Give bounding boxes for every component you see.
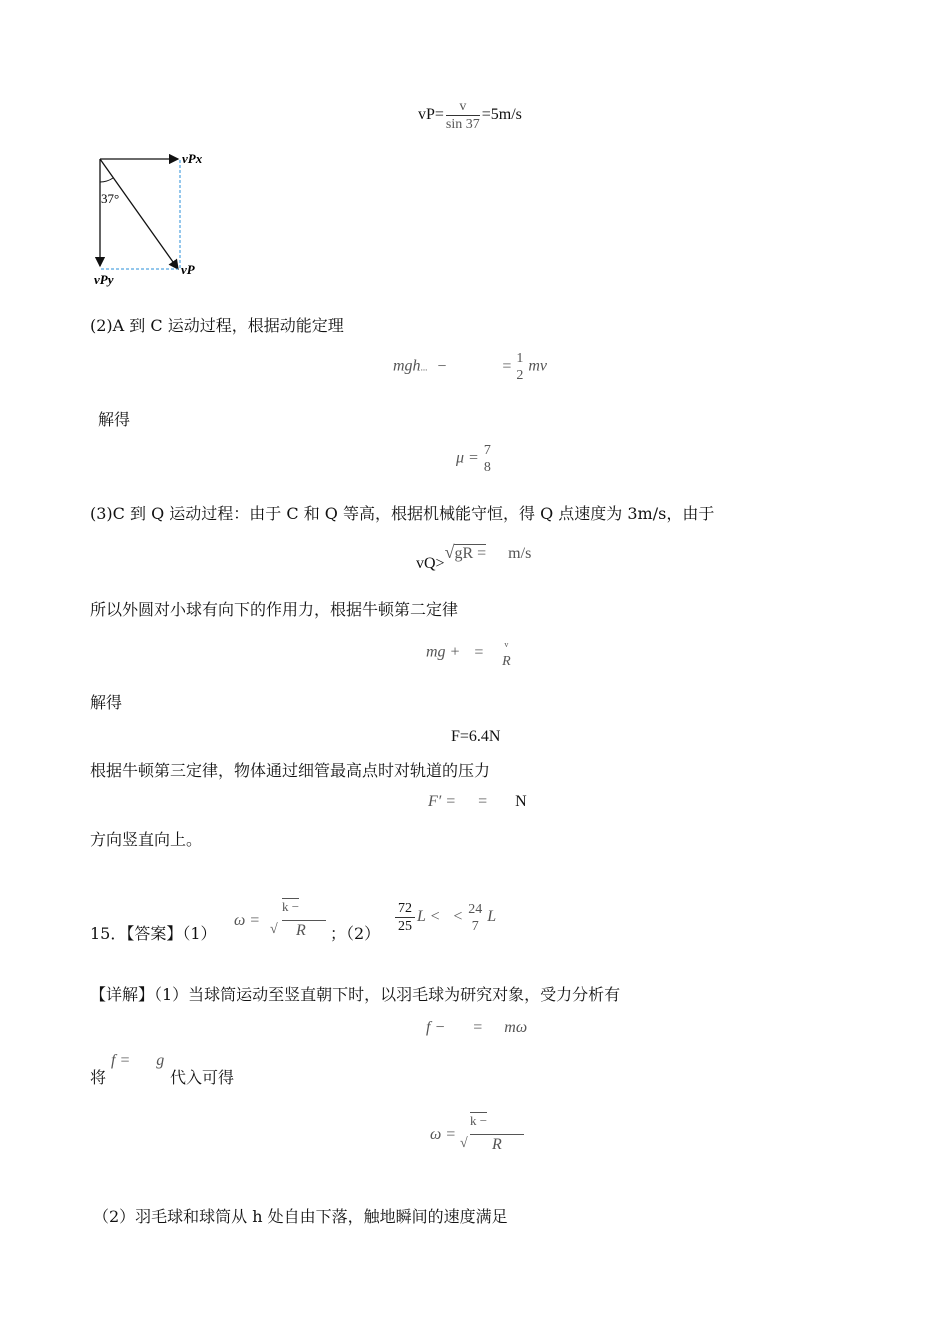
- label-vp: vP: [181, 262, 195, 277]
- substitute-eq: [111, 1052, 164, 1070]
- equation-f: [426, 1019, 527, 1037]
- q15-ans2-mid: L <: [417, 908, 441, 926]
- q15-ans1-den: R: [296, 922, 306, 939]
- part2-heading: (2)A 到 C 运动过程，根据动能定理: [90, 316, 344, 335]
- eq-energy-minus: −: [437, 357, 447, 375]
- eq-vp-fraction: [446, 98, 480, 133]
- q15-answer2: [393, 900, 496, 935]
- eq-vp-rhs: =5m/s: [481, 106, 522, 124]
- eq-vq-rad: gR =: [454, 545, 487, 562]
- equation-mu: [456, 442, 496, 476]
- eq-omega-lhs: ω =: [430, 1126, 457, 1143]
- equation-newton: [426, 636, 513, 670]
- eq-fprime-unit: N: [515, 793, 527, 810]
- eq-energy-num: 1: [516, 351, 524, 366]
- eq-mu-num: 7: [483, 443, 491, 458]
- eq-f-rhs: mω: [504, 1019, 528, 1036]
- eq-energy-fraction: [513, 350, 526, 384]
- q15-ans1-lhs: ω =: [234, 912, 261, 929]
- eq-vq-lhs: vQ>: [416, 555, 445, 572]
- third-law-text: 根据牛顿第三定律，物体通过细管最高点时对轨道的压力: [90, 761, 491, 780]
- eq-omega-rad: k −: [470, 1113, 488, 1128]
- label-angle: 37°: [101, 191, 120, 206]
- q15-answer1: [234, 896, 334, 946]
- eq-vp-num: v: [446, 98, 480, 116]
- q15-ans1-sqrt: √: [270, 922, 278, 937]
- eq-fprime-eq: =: [478, 793, 488, 810]
- eq-f-eq: =: [473, 1019, 483, 1036]
- vp-arrow: [100, 159, 178, 269]
- q15-ans2-frac1: [395, 900, 415, 935]
- q15-ans1-rad: k −: [282, 899, 300, 914]
- equation-energy: [393, 350, 547, 384]
- eq-vp-den: sin 37: [445, 117, 480, 132]
- solve-label-1: 解得: [98, 410, 131, 429]
- q15-ans2-num: 72: [395, 900, 415, 918]
- outer-force-text: 所以外圆对小球有向下的作用力，根据牛顿第二定律: [90, 600, 459, 619]
- eq-energy-tail: mv: [528, 357, 548, 375]
- eq-newton-num: v: [504, 640, 509, 649]
- label-vpy: vPy: [94, 272, 114, 287]
- part3-heading: (3)C 到 Q 运动过程：由于 C 和 Q 等高，根据机械能守恒，得 Q 点速度为 3m/s，由于: [90, 504, 715, 523]
- q15-label: 15．【答案】（1）: [90, 924, 217, 943]
- eq-f-lhs: f −: [426, 1019, 446, 1036]
- equation-vq: [416, 542, 532, 572]
- substitute-g: g: [156, 1052, 165, 1069]
- part2-fall-text: （2）羽毛球和球筒从 h 处自由下落，触地瞬间的速度满足: [93, 1207, 508, 1226]
- eq-newton-eq: =: [474, 643, 484, 661]
- equation-omega: [430, 1110, 540, 1160]
- eq-energy-den: 2: [516, 368, 524, 383]
- q15-sep: ；（2）: [330, 924, 381, 943]
- velocity-diagram: [88, 148, 218, 290]
- angle-arc: [100, 178, 113, 182]
- direction-text: 方向竖直向上。: [90, 830, 203, 849]
- q15-ans2-den2: 7: [471, 918, 479, 934]
- q15-ans2-num2: 24: [468, 901, 483, 917]
- solve-label-2: 解得: [90, 693, 123, 712]
- q15-ans2-lt: <: [452, 908, 464, 926]
- result-F: F=6.4N: [451, 728, 501, 745]
- eq-newton-den: R: [502, 654, 511, 669]
- q15-ans2-den: 25: [398, 919, 412, 934]
- detail-heading: 【详解】（1）当球筒运动至竖直朝下时，以羽毛球为研究对象，受力分析有: [90, 985, 621, 1004]
- substitute-pre: 将: [90, 1068, 107, 1087]
- substitute-f: f =: [111, 1052, 131, 1069]
- equation-vp: [418, 98, 522, 133]
- eq-mu-den: 8: [483, 460, 491, 475]
- substitute-post: 代入可得: [170, 1068, 235, 1087]
- eq-energy-eq: =: [502, 357, 512, 375]
- eq-vp-lhs: vP=: [418, 106, 444, 124]
- q15-ans2-frac2: [465, 901, 485, 935]
- eq-fprime-lhs: F′ =: [428, 793, 457, 810]
- q15-ans1-bar: [282, 920, 326, 921]
- eq-omega-den: R: [492, 1136, 502, 1153]
- sqrt-sign: √: [444, 542, 455, 562]
- eq-omega-bar: [470, 1134, 524, 1135]
- eq-newton-fraction: [501, 636, 511, 670]
- eq-energy-sub: ...: [420, 362, 428, 373]
- label-vpx: vPx: [182, 151, 203, 166]
- eq-vq-unit: m/s: [508, 545, 532, 562]
- eq-mu-fraction: [481, 442, 494, 476]
- eq-mu-lhs: μ =: [456, 449, 479, 467]
- eq-energy-lhs: mgh: [393, 357, 421, 375]
- eq-newton-lhs: mg +: [426, 643, 461, 661]
- eq-omega-sqrt: √: [460, 1136, 468, 1151]
- equation-Fprime: [428, 793, 527, 811]
- q15-ans2-tail: L: [487, 908, 497, 926]
